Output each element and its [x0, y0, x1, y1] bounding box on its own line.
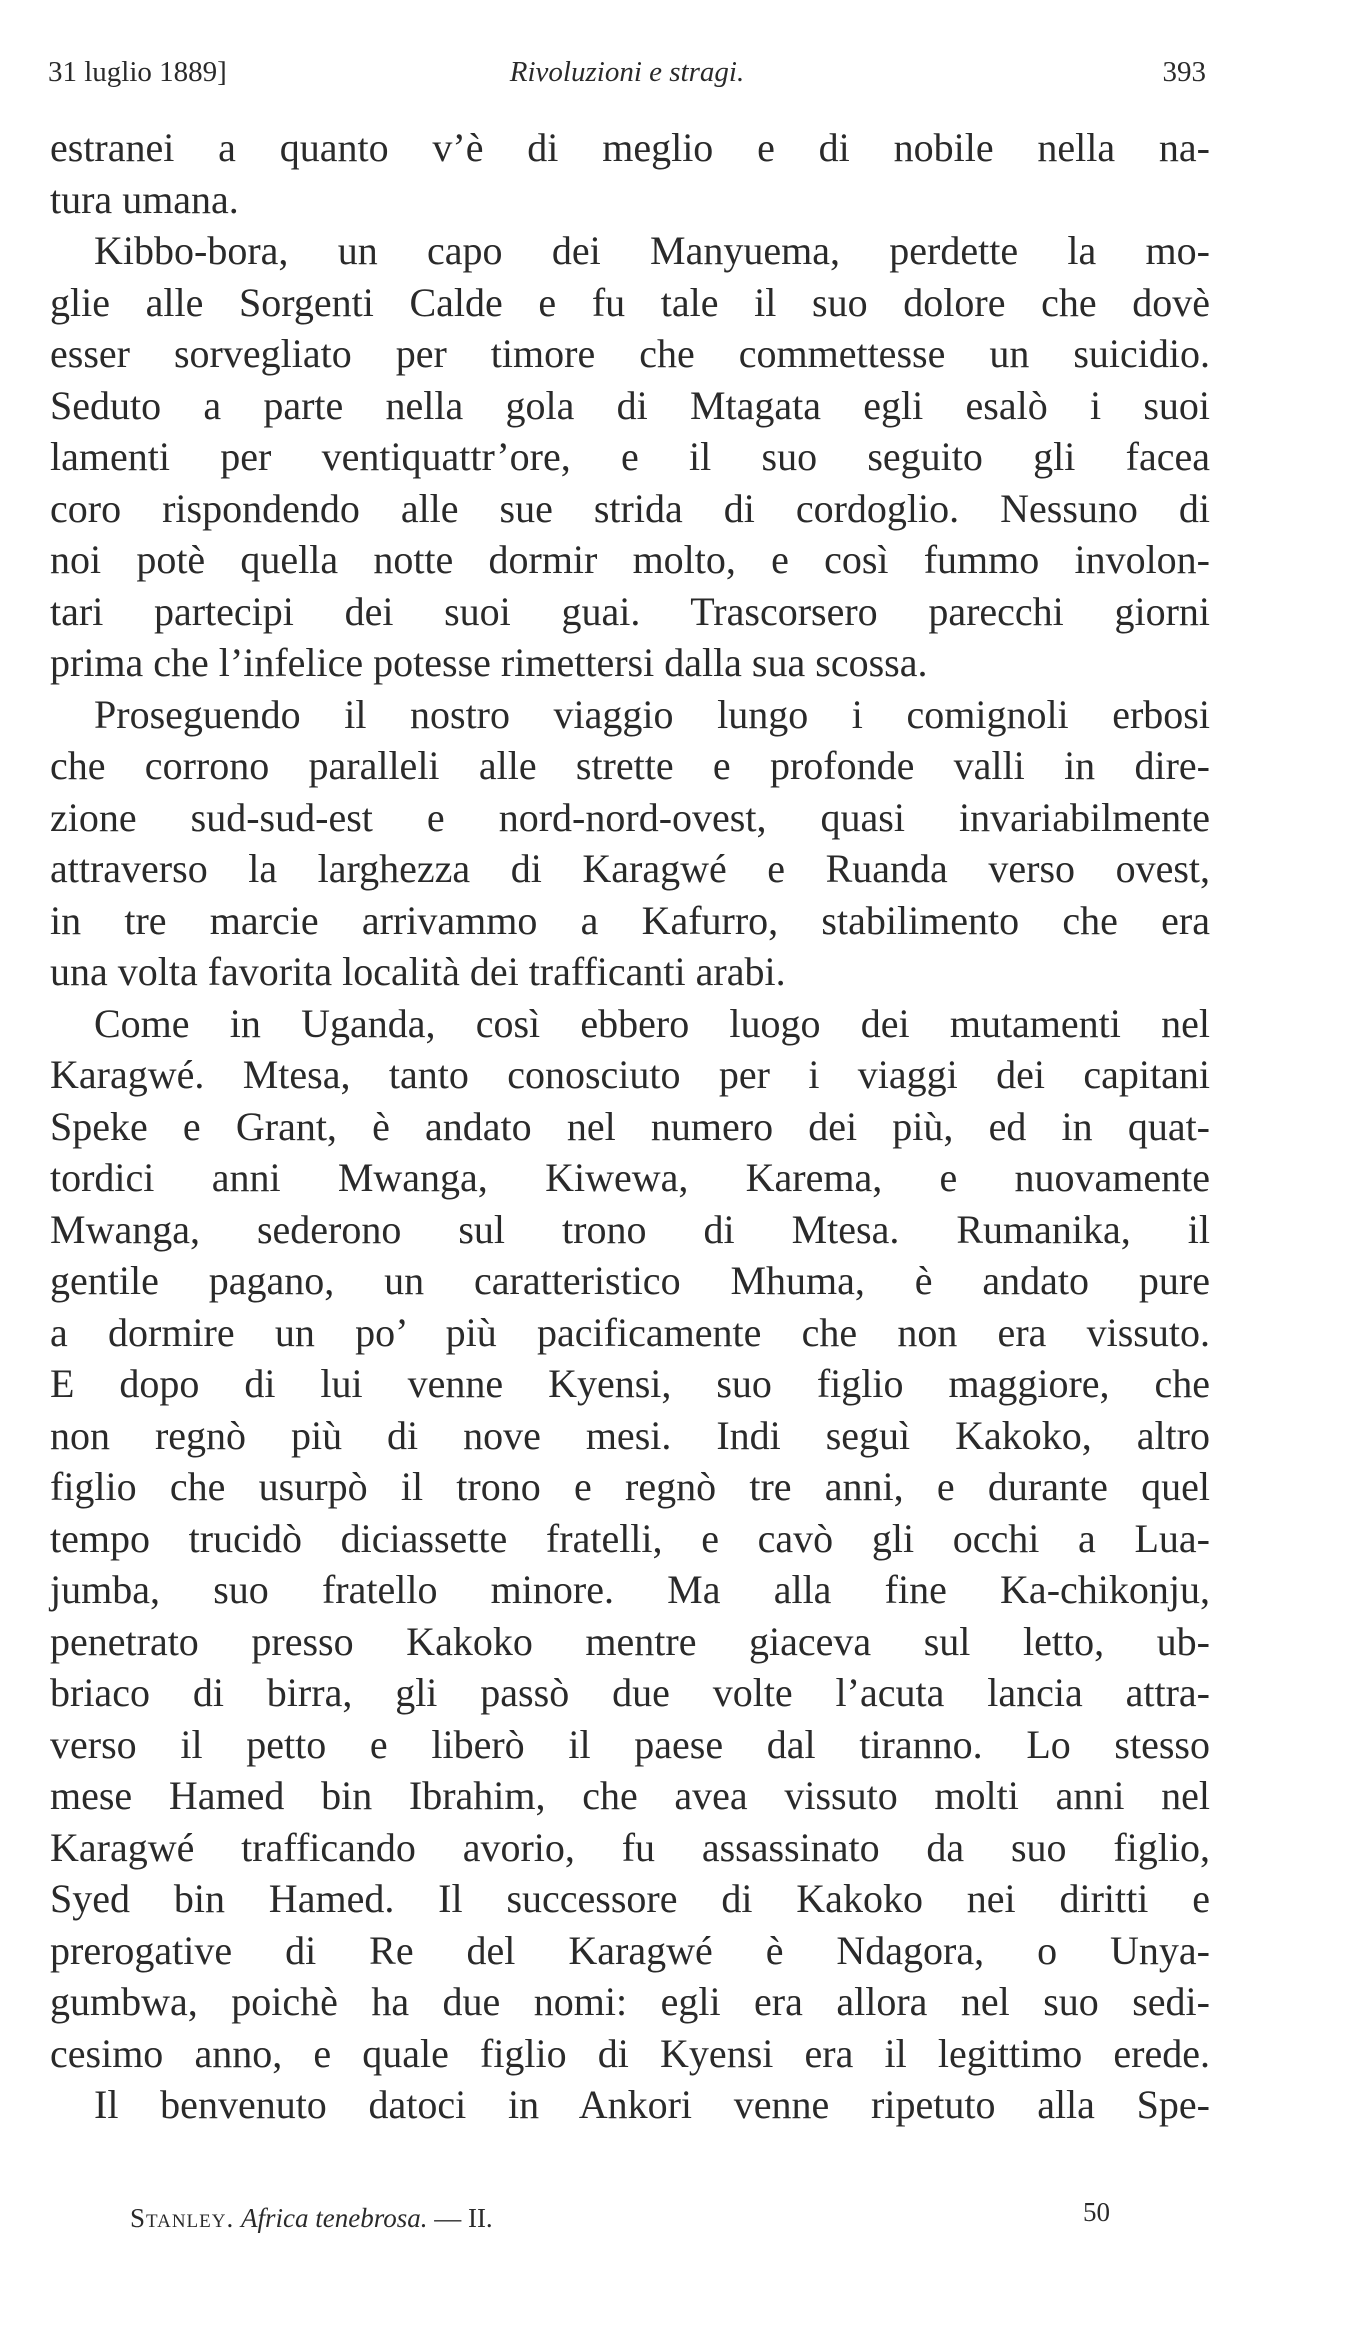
text-line: tempo trucidò diciassette fratelli, e cavò gli occhi a Lua-	[50, 1515, 1210, 1561]
text-line: Karagwé. Mtesa, tanto conosciuto per i viaggi dei capitani	[50, 1052, 1210, 1097]
page-number: 393	[1162, 56, 1206, 88]
body-text	[50, 122, 1210, 2131]
text-line: jumba, suo fratello minore. Ma alla fine Ka-chikonju,	[50, 1567, 1210, 1612]
text-line: Karagwé trafficando avorio, fu assassinato da suo figlio,	[50, 1824, 1210, 1870]
text-line: gentile pagano, un caratteristico Mhuma, è andato pure	[50, 1258, 1210, 1303]
text-line: briaco di birra, gli passò due volte l’acuta lancia attra-	[50, 1670, 1210, 1715]
text-line: che corrono paralleli alle strette e profonde valli in dire-	[50, 743, 1210, 788]
text-line: Kibbo-bora, un capo dei Manyuema, perdette la mo-	[94, 228, 1210, 273]
text-line: Speke e Grant, è andato nel numero dei più, ed in quat-	[50, 1103, 1210, 1149]
text-line: prerogative di Re del Karagwé è Ndagora, o Unya-	[50, 1927, 1210, 1973]
text-line: coro rispondendo alle sue strida di cordoglio. Nessuno di	[50, 485, 1210, 531]
text-line: zione sud-sud-est e nord-nord-ovest, quasi invariabilmente	[50, 794, 1210, 840]
text-line: Mwanga, sederono sul trono di Mtesa. Rumanika, il	[50, 1206, 1210, 1252]
text-line: in tre marcie arrivammo a Kafurro, stabilimento che era	[50, 897, 1210, 943]
text-line: noi potè quella notte dormir molto, e così fummo involon-	[50, 537, 1210, 582]
text-line: mese Hamed bin Ibrahim, che avea vissuto molti anni nel	[50, 1773, 1210, 1818]
text-line: una volta favorita località dei trafficanti arabi.	[50, 949, 786, 994]
text-line: verso il petto e liberò il paese dal tiranno. Lo stesso	[50, 1721, 1210, 1767]
footer-signature-mark: 50	[1083, 2197, 1110, 2227]
text-line: Proseguendo il nostro viaggio lungo i comignoli erbosi	[94, 691, 1210, 737]
text-line: tordici anni Mwanga, Kiwewa, Karema, e nuovamente	[50, 1155, 1210, 1200]
text-line: E dopo di lui venne Kyensi, suo figlio maggiore, che	[50, 1361, 1210, 1406]
text-line: Come in Uganda, così ebbero luogo dei mutamenti nel	[94, 1000, 1210, 1046]
header-date: 31 luglio 1889]	[48, 56, 227, 88]
text-line: lamenti per ventiquattr’ore, e il suo seguito gli facea	[50, 434, 1210, 479]
text-line: Il benvenuto datoci in Ankori venne ripetuto alla Spe-	[94, 2082, 1210, 2127]
text-line: a dormire un po’ più pacificamente che non era vissuto.	[50, 1309, 1210, 1355]
text-line: glie alle Sorgenti Calde e fu tale il suo dolore che dovè	[50, 279, 1210, 325]
text-line: Syed bin Hamed. Il successore di Kakoko nei diritti e	[50, 1876, 1210, 1921]
text-line: prima che l’infelice potesse rimettersi dalla sua scossa.	[50, 640, 928, 685]
text-line: gumbwa, poichè ha due nomi: egli era allora nel suo sedi-	[50, 1979, 1210, 2024]
text-line: tari partecipi dei suoi guai. Trascorsero parecchi giorni	[50, 588, 1210, 634]
text-line: Seduto a parte nella gola di Mtagata egli esalò i suoi	[50, 382, 1210, 428]
text-line: cesimo anno, e quale figlio di Kyensi era il legittimo erede.	[50, 2030, 1210, 2076]
running-head	[48, 50, 1206, 94]
text-line: non regnò più di nove mesi. Indi seguì Kakoko, altro	[50, 1412, 1210, 1458]
text-line: attraverso la larghezza di Karagwé e Ruanda verso ovest,	[50, 846, 1210, 891]
text-line: penetrato presso Kakoko mentre giaceva sul letto, ub-	[50, 1618, 1210, 1664]
header-section-title: Rivoluzioni e stragi.	[509, 56, 745, 88]
text-line: estranei a quanto v’è di meglio e di nobile nella na-	[50, 125, 1210, 170]
footer-book-title: Africa tenebrosa.	[240, 2203, 428, 2233]
footer-volume: — II.	[434, 2203, 493, 2233]
footer-signature-line	[130, 2198, 1110, 2238]
footer-author: Stanley.	[130, 2203, 235, 2233]
text-line: figlio che usurpò il trono e regnò tre anni, e durante quel	[50, 1464, 1210, 1509]
text-line: tura umana.	[50, 176, 239, 222]
text-line: esser sorvegliato per timore che commettesse un suicidio.	[50, 331, 1210, 376]
